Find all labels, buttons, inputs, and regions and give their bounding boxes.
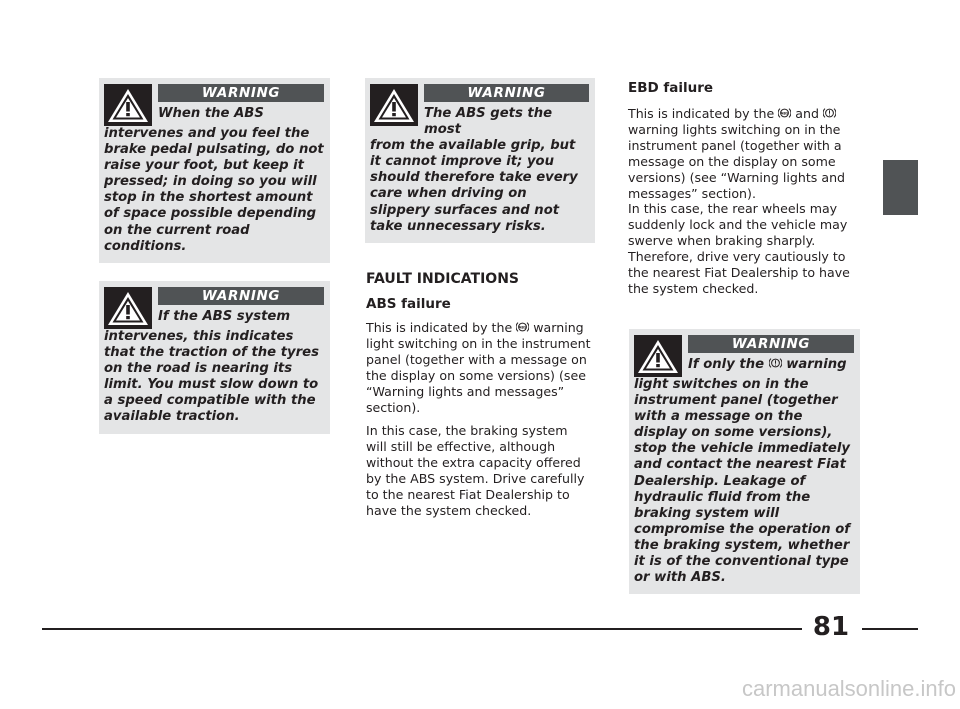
warning-label: WARNING [688,335,854,353]
footer-rule-right [862,628,918,630]
warning-box-brake-fluid [629,329,860,594]
warning-label: WARNING [424,84,589,102]
warning-text: intervenes, this indicates that the traction of the tyres on the road is nearing its limit. You must slow down to a speed compatible with the available traction. [104,329,319,425]
warning-box-abs-traction [99,281,330,434]
ebd-p1-and: and [795,106,819,121]
warning-first-line: The ABS gets the most [424,106,553,138]
brake-warning-light-icon [823,107,836,119]
watermark: carmanualsonline.info [741,676,956,701]
warning-triangle-icon [104,84,152,126]
abs-failure-paragraph-1 [366,320,592,415]
ebd-p1-after: warning lights switching on in the instrument panel (together with a message on the display on some versions) (see “Warning lights and messages” section). [628,121,846,201]
abs-failure-title: ABS failure [366,296,451,312]
warning-label: WARNING [158,84,324,102]
warning-box-abs-grip [365,78,595,243]
warning-text: light switches on in the instrument panel (together with a message on the display on some versions), stop the vehicle immediately and contact the nearest Fiat Dealership. Leakage of hydraulic fluid from the braking system will compromise the operation of the braking system, whether it is of the conventional type or with ABS. [634,377,851,586]
warning-label: WARNING [158,287,324,305]
abs-p1-before: This is indicated by the [366,320,513,335]
warning-text: from the available grip, but it cannot improve it; you should therefore take every care when driving on slippery surfaces and not take unnecessary risks. [370,138,578,234]
warning-box-abs-pedal [99,78,330,263]
ebd-p1-before: This is indicated by the [628,106,775,121]
ebd-failure-title: EBD failure [628,80,714,96]
abs-p1-after: warning light switching on in the instrument panel (together with a message on the display on some versions) (see “Warning lights and messages” section). [366,320,591,415]
ebd-failure-body [628,106,854,297]
warning-first-before: If only the [688,357,765,372]
warning-text: intervenes and you feel the brake pedal pulsating, do not raise your foot, but keep it pressed; in doing so you will stop in the shortest amount of space possible depending on the current road conditions. [104,126,324,254]
ebd-paragraph-2: In this case, the rear wheels may suddenly lock and the vehicle may swerve when braking sharply. Therefore, drive very cautiously to the nearest Fiat Dealership to have the system checked. [628,201,850,296]
fault-indications-title: FAULT INDICATIONS [366,271,519,287]
warning-first-line [688,357,854,373]
abs-warning-light-icon [516,321,529,333]
ebd-paragraph-1 [628,106,854,201]
footer-rule-left [42,628,802,630]
warning-first-after: warning [786,357,847,372]
warning-first-line: When the ABS [158,106,264,121]
warning-triangle-icon [370,84,418,126]
warning-first-line: If the ABS system [158,309,291,324]
warning-triangle-icon [634,335,682,377]
page-number: 81 [812,612,850,642]
section-tab-marker [883,160,918,215]
warning-triangle-icon [104,287,152,329]
brake-warning-light-icon [769,357,782,369]
abs-failure-paragraph-2: In this case, the braking system will still be effective, although without the extra capacity offered by the ABS system. Drive carefully to the nearest Fiat Dealership to have the system checked. [366,423,585,518]
abs-warning-light-icon [778,107,791,119]
abs-failure-body [366,320,592,527]
